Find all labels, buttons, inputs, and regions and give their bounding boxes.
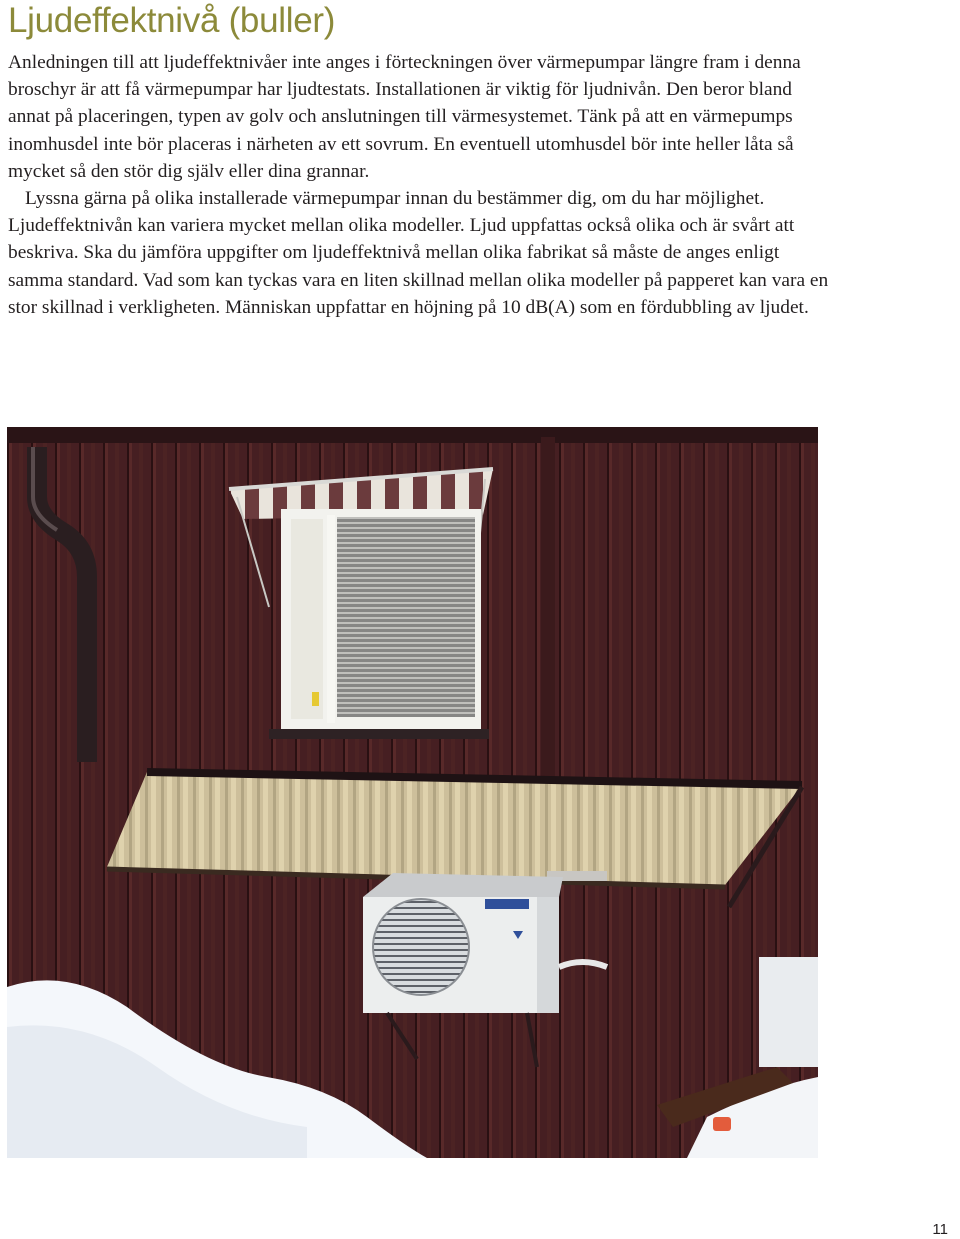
- paragraph-1: Anledningen till att ljudeffektnivåer inte anges i förteckningen över värmepumpar längre fram i denna broschyr är att få värmepumpar har ljudtestats. Installationen är viktig för ljudnivån. Den beror bland annat på placeringen, typen av golv och anslutningen till värmesystemet. Tänk på att en värmepumps inomhusdel inte bör placeras i närheten av ett sovrum. En eventuell utomhusdel bör inte heller låta så mycket så den stör dig själv eller dina grannar.: [8, 52, 801, 182]
- page-number: 11: [932, 1221, 948, 1238]
- heat-pump-photo: [7, 427, 818, 1158]
- body-text: [8, 49, 830, 321]
- page-title: Ljudeffektnivå (buller): [8, 1, 336, 40]
- paragraph-2: Lyssna gärna på olika installerade värmepumpar innan du bestämmer dig, om du har möjlighet. Ljudeffektnivån kan variera mycket mellan olika modeller. Ljud uppfattas också olika och är svårt att beskriva. Ska du jämföra uppgifter om ljudeffektnivå mellan olika fabrikat så måste de anges enligt samma standard. Vad som kan tyckas vara en liten skillnad mellan olika modeller på papperet kan vara en stor skillnad i verkligheten. Människan uppfattar en höjning på 10 dB(A) som en fördubbling av ljudet.: [8, 188, 829, 318]
